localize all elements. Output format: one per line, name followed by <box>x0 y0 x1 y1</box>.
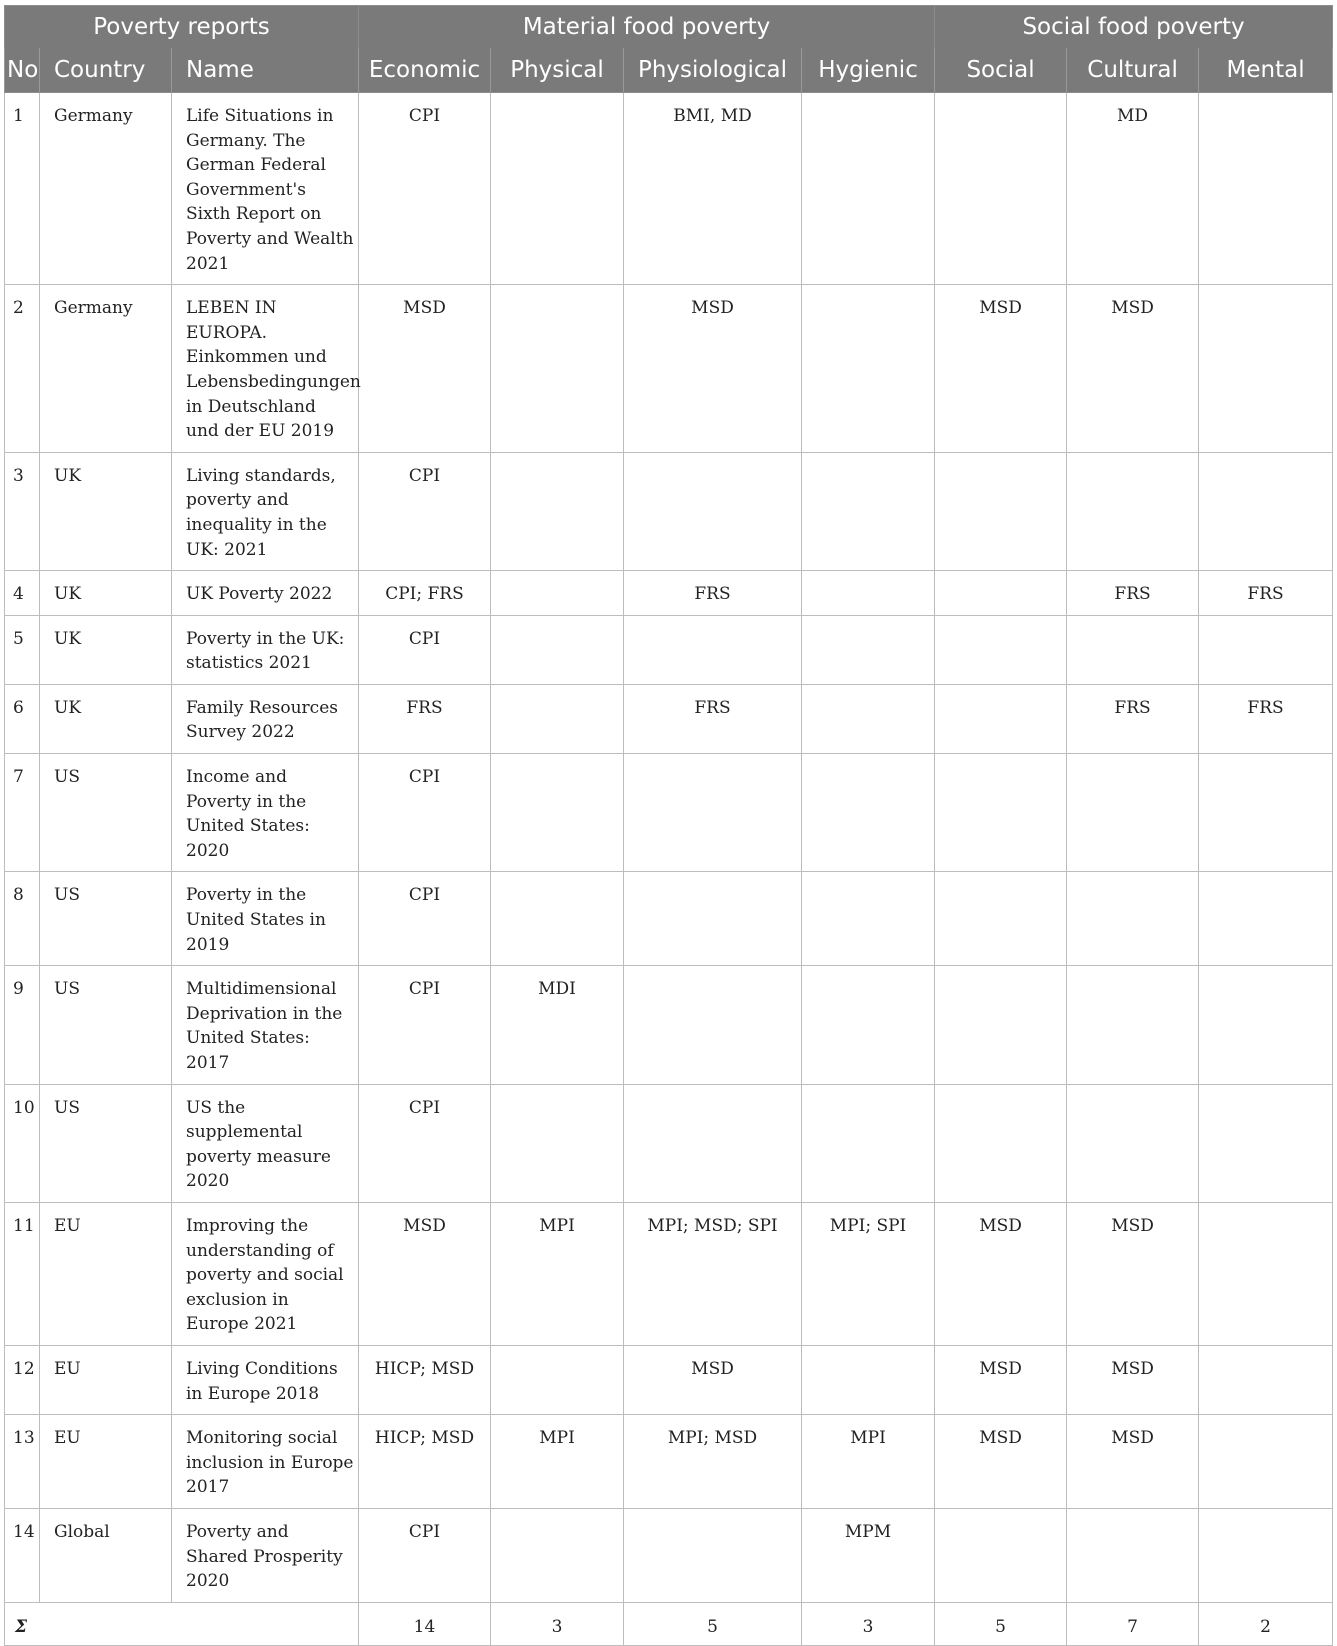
cell-country: UK <box>40 684 172 753</box>
table-row <box>5 1084 1333 1202</box>
cell-name: UK Poverty 2022 <box>172 571 359 616</box>
cell-economic: CPI <box>359 1084 491 1202</box>
cell-physical <box>491 1084 624 1202</box>
cell-social: MSD <box>935 1202 1067 1345</box>
cell-social <box>935 872 1067 966</box>
cell-economic: HICP; MSD <box>359 1345 491 1414</box>
cell-physical <box>491 571 624 616</box>
totals-label: Σ <box>5 1602 359 1646</box>
cell-social <box>935 571 1067 616</box>
cell-mental: FRS <box>1199 684 1333 753</box>
cell-country: EU <box>40 1415 172 1509</box>
cell-country: UK <box>40 615 172 684</box>
cell-country: EU <box>40 1202 172 1345</box>
total-mental: 2 <box>1199 1602 1333 1646</box>
cell-hygienic <box>802 684 935 753</box>
cell-physiological: MPI; MSD; SPI <box>624 1202 802 1345</box>
cell-mental <box>1199 285 1333 453</box>
cell-social <box>935 93 1067 285</box>
cell-mental: FRS <box>1199 571 1333 616</box>
cell-physical <box>491 285 624 453</box>
cell-cultural: FRS <box>1067 571 1199 616</box>
total-economic: 14 <box>359 1602 491 1646</box>
cell-physiological <box>624 452 802 570</box>
cell-physiological <box>624 615 802 684</box>
cell-country: UK <box>40 452 172 570</box>
cell-name: Family Resources Survey 2022 <box>172 684 359 753</box>
cell-name: Income and Poverty in the United States: 2020 <box>172 754 359 872</box>
cell-economic: CPI <box>359 966 491 1084</box>
cell-economic: CPI <box>359 93 491 285</box>
cell-cultural <box>1067 615 1199 684</box>
cell-no: 3 <box>5 452 40 570</box>
cell-physiological <box>624 1508 802 1602</box>
cell-social <box>935 452 1067 570</box>
cell-physiological <box>624 754 802 872</box>
cell-country: Germany <box>40 93 172 285</box>
cell-no: 8 <box>5 872 40 966</box>
cell-physical <box>491 1345 624 1414</box>
col-hygienic: Hygienic <box>802 48 935 93</box>
cell-physical <box>491 615 624 684</box>
cell-hygienic: MPM <box>802 1508 935 1602</box>
cell-cultural <box>1067 872 1199 966</box>
cell-cultural: FRS <box>1067 684 1199 753</box>
cell-physiological: BMI, MD <box>624 93 802 285</box>
cell-economic: CPI <box>359 754 491 872</box>
col-no: No <box>5 48 40 93</box>
column-header-row <box>5 48 1333 93</box>
cell-name: Improving the understanding of poverty and social exclusion in Europe 2021 <box>172 1202 359 1345</box>
table-row <box>5 966 1333 1084</box>
cell-mental <box>1199 1508 1333 1602</box>
cell-physiological <box>624 1084 802 1202</box>
cell-mental <box>1199 872 1333 966</box>
cell-country: UK <box>40 571 172 616</box>
cell-country: US <box>40 966 172 1084</box>
cell-physical: MDI <box>491 966 624 1084</box>
cell-hygienic <box>802 1084 935 1202</box>
table-row <box>5 285 1333 453</box>
cell-social <box>935 754 1067 872</box>
cell-country: US <box>40 1084 172 1202</box>
cell-country: US <box>40 872 172 966</box>
cell-mental <box>1199 754 1333 872</box>
cell-economic: CPI <box>359 452 491 570</box>
cell-social <box>935 684 1067 753</box>
cell-hygienic <box>802 754 935 872</box>
cell-cultural: MD <box>1067 93 1199 285</box>
cell-name: LEBEN IN EUROPA. Einkommen und Lebensbedingungen in Deutschland und der EU 2019 <box>172 285 359 453</box>
cell-social: MSD <box>935 285 1067 453</box>
table-row <box>5 93 1333 285</box>
cell-name: Monitoring social inclusion in Europe 2017 <box>172 1415 359 1509</box>
poverty-reports-table <box>4 5 1333 1646</box>
cell-name: Poverty and Shared Prosperity 2020 <box>172 1508 359 1602</box>
cell-physical: MPI <box>491 1202 624 1345</box>
cell-name: Poverty in the UK: statistics 2021 <box>172 615 359 684</box>
cell-hygienic <box>802 615 935 684</box>
totals-row <box>5 1602 1333 1646</box>
cell-no: 14 <box>5 1508 40 1602</box>
table-row <box>5 452 1333 570</box>
cell-economic: FRS <box>359 684 491 753</box>
cell-economic: CPI <box>359 615 491 684</box>
cell-hygienic <box>802 966 935 1084</box>
cell-hygienic <box>802 93 935 285</box>
cell-mental <box>1199 1084 1333 1202</box>
cell-economic: CPI; FRS <box>359 571 491 616</box>
total-physiological: 5 <box>624 1602 802 1646</box>
cell-mental <box>1199 1345 1333 1414</box>
cell-cultural <box>1067 452 1199 570</box>
cell-cultural: MSD <box>1067 1415 1199 1509</box>
table-header <box>5 6 1333 93</box>
cell-physiological: FRS <box>624 684 802 753</box>
table-row <box>5 872 1333 966</box>
cell-hygienic <box>802 452 935 570</box>
cell-mental <box>1199 966 1333 1084</box>
cell-no: 5 <box>5 615 40 684</box>
cell-social <box>935 615 1067 684</box>
cell-physical <box>491 452 624 570</box>
cell-name: Living Conditions in Europe 2018 <box>172 1345 359 1414</box>
col-mental: Mental <box>1199 48 1333 93</box>
cell-no: 10 <box>5 1084 40 1202</box>
cell-cultural: MSD <box>1067 1202 1199 1345</box>
group-material-food-poverty: Material food poverty <box>359 6 935 49</box>
cell-physical <box>491 93 624 285</box>
table-row <box>5 684 1333 753</box>
table-row <box>5 1345 1333 1414</box>
cell-country: EU <box>40 1345 172 1414</box>
cell-physical <box>491 872 624 966</box>
cell-physiological: FRS <box>624 571 802 616</box>
cell-economic: CPI <box>359 872 491 966</box>
cell-physiological <box>624 966 802 1084</box>
cell-physiological: MSD <box>624 1345 802 1414</box>
cell-economic: CPI <box>359 1508 491 1602</box>
col-physical: Physical <box>491 48 624 93</box>
cell-no: 13 <box>5 1415 40 1509</box>
group-social-food-poverty: Social food poverty <box>935 6 1333 49</box>
cell-mental <box>1199 1415 1333 1509</box>
cell-no: 2 <box>5 285 40 453</box>
cell-cultural <box>1067 1084 1199 1202</box>
table-row <box>5 615 1333 684</box>
cell-mental <box>1199 452 1333 570</box>
cell-social <box>935 1084 1067 1202</box>
cell-no: 9 <box>5 966 40 1084</box>
cell-country: Global <box>40 1508 172 1602</box>
cell-no: 1 <box>5 93 40 285</box>
cell-physiological: MPI; MSD <box>624 1415 802 1509</box>
cell-hygienic <box>802 872 935 966</box>
cell-no: 6 <box>5 684 40 753</box>
table-row <box>5 1202 1333 1345</box>
cell-physical: MPI <box>491 1415 624 1509</box>
cell-economic: MSD <box>359 285 491 453</box>
total-hygienic: 3 <box>802 1602 935 1646</box>
cell-name: Life Situations in Germany. The German Federal Government's Sixth Report on Poverty and Wealth 2021 <box>172 93 359 285</box>
cell-no: 11 <box>5 1202 40 1345</box>
cell-social: MSD <box>935 1415 1067 1509</box>
cell-name: Multidimensional Deprivation in the United States: 2017 <box>172 966 359 1084</box>
cell-cultural <box>1067 966 1199 1084</box>
cell-name: Living standards, poverty and inequality in the UK: 2021 <box>172 452 359 570</box>
cell-mental <box>1199 615 1333 684</box>
cell-hygienic: MPI <box>802 1415 935 1509</box>
col-physiological: Physiological <box>624 48 802 93</box>
cell-cultural: MSD <box>1067 1345 1199 1414</box>
cell-physical <box>491 754 624 872</box>
cell-hygienic <box>802 285 935 453</box>
cell-no: 4 <box>5 571 40 616</box>
table-body <box>5 93 1333 1646</box>
cell-social <box>935 966 1067 1084</box>
cell-physical <box>491 1508 624 1602</box>
cell-social <box>935 1508 1067 1602</box>
cell-mental <box>1199 1202 1333 1345</box>
cell-hygienic <box>802 571 935 616</box>
cell-name: Poverty in the United States in 2019 <box>172 872 359 966</box>
col-economic: Economic <box>359 48 491 93</box>
cell-cultural: MSD <box>1067 285 1199 453</box>
cell-economic: MSD <box>359 1202 491 1345</box>
cell-cultural <box>1067 754 1199 872</box>
table-row <box>5 754 1333 872</box>
cell-economic: HICP; MSD <box>359 1415 491 1509</box>
total-social: 5 <box>935 1602 1067 1646</box>
col-country: Country <box>40 48 172 93</box>
table-row <box>5 1415 1333 1509</box>
cell-country: Germany <box>40 285 172 453</box>
cell-physiological <box>624 872 802 966</box>
col-social: Social <box>935 48 1067 93</box>
cell-physiological: MSD <box>624 285 802 453</box>
cell-hygienic <box>802 1345 935 1414</box>
col-name: Name <box>172 48 359 93</box>
group-poverty-reports: Poverty reports <box>5 6 359 49</box>
table-row <box>5 571 1333 616</box>
table-row <box>5 1508 1333 1602</box>
cell-no: 7 <box>5 754 40 872</box>
col-cultural: Cultural <box>1067 48 1199 93</box>
total-physical: 3 <box>491 1602 624 1646</box>
cell-no: 12 <box>5 1345 40 1414</box>
total-cultural: 7 <box>1067 1602 1199 1646</box>
cell-mental <box>1199 93 1333 285</box>
cell-physical <box>491 684 624 753</box>
group-header-row <box>5 6 1333 49</box>
cell-country: US <box>40 754 172 872</box>
cell-name: US the supplemental poverty measure 2020 <box>172 1084 359 1202</box>
cell-social: MSD <box>935 1345 1067 1414</box>
cell-hygienic: MPI; SPI <box>802 1202 935 1345</box>
cell-cultural <box>1067 1508 1199 1602</box>
